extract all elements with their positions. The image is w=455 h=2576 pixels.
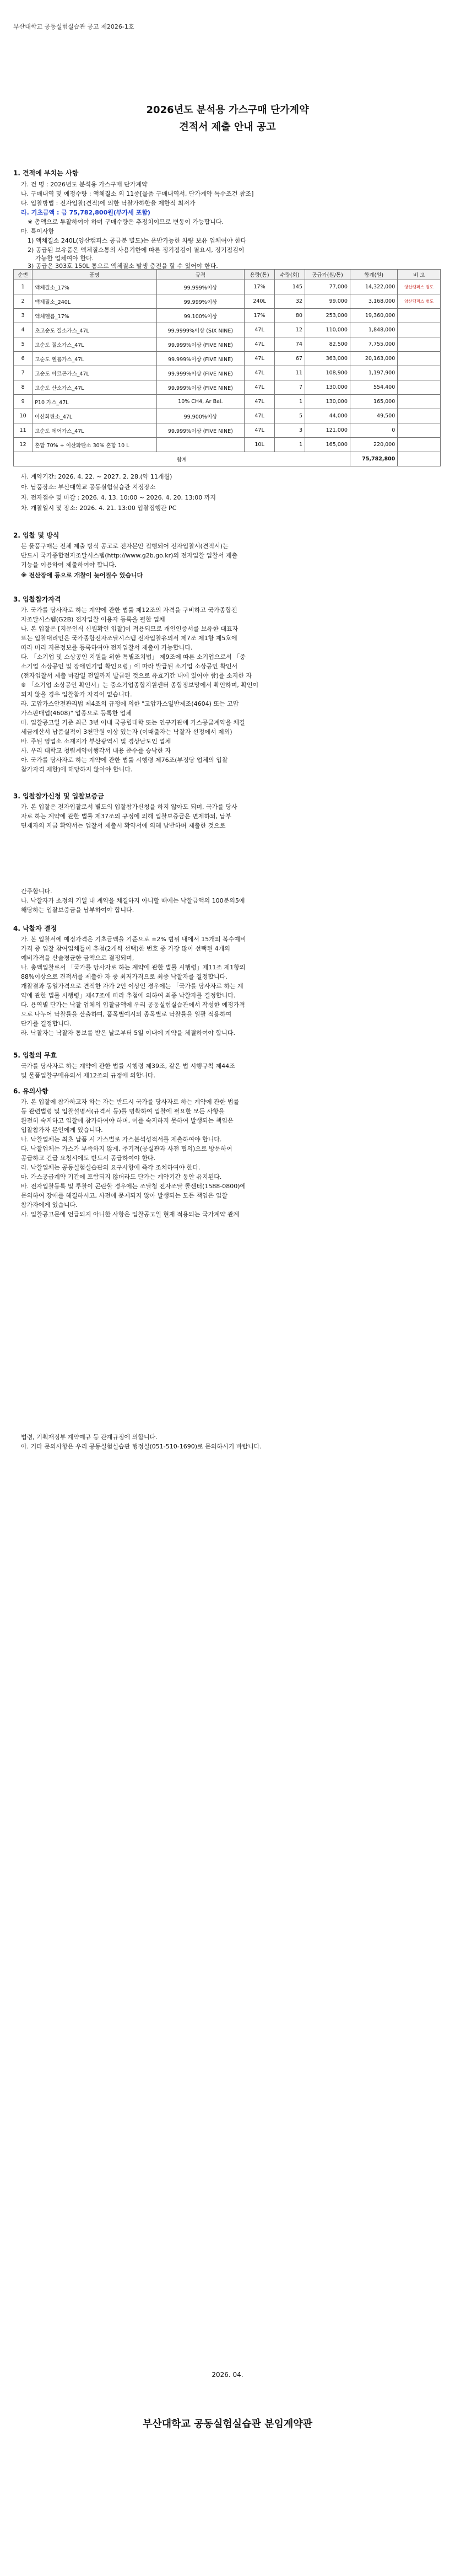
section-4-line: 예비가격을 산술평균한 금액으로 결정되며, [21, 954, 134, 962]
table-cell-cap: 47L [245, 395, 275, 409]
section-3-line: 나. 본 입찰은 [지문인식 신원확인 입찰]이 적용되므로 개인인증서를 보유한 대표자 [21, 625, 239, 632]
section-3-line: 자조달시스템(G2B) 전자입찰 이용자 등록을 필한 업체 [21, 616, 165, 623]
table-cell-no: 7 [14, 366, 32, 380]
table-row [14, 280, 441, 294]
section-6b-line: 아. 기타 문의사항은 우리 공동실험실습관 행정실(051-510-1690)로 문의하시기 바랍니다. [21, 1443, 262, 1450]
table-cell-cap: 47L [245, 423, 275, 438]
table-cell-cap: 47L [245, 366, 275, 380]
table-cell-memo [398, 352, 441, 366]
table-row [14, 366, 441, 380]
table-cell-spec [156, 438, 244, 452]
table-cell-name: 액체헬륨_17% [32, 309, 156, 323]
purchase-scope: 나. 구매내역 및 예정수량 : 액체질소 외 11종[물품 구매내역서, 단가계약 특수조건 참조] [21, 190, 254, 197]
table-cell-price: 77,000 [305, 280, 350, 294]
table-cell-total: 7,755,000 [350, 337, 397, 352]
column-header: 품명 [32, 270, 156, 280]
table-row [14, 309, 441, 323]
table-cell-price: 44,000 [305, 409, 350, 423]
table-row [14, 337, 441, 352]
table-cell-spec: 99.999%이상 [156, 294, 244, 309]
table-cell-cap: 47L [245, 323, 275, 337]
table-cell-name: 아산화탄소_47L [32, 409, 156, 423]
section-6-line: 나. 낙찰업체는 최초 납품 시 가스별로 가스분석성적서를 제출하여야 합니다. [21, 1136, 222, 1143]
table-cell-price: 253,000 [305, 309, 350, 323]
table-cell-no: 2 [14, 294, 32, 309]
announcement-date: 2026. 04. [212, 2371, 243, 2379]
table-cell-total: 165,000 [350, 395, 397, 409]
section-5-heading: 5. 입찰의 무효 [13, 1051, 57, 1059]
table-cell-no: 4 [14, 323, 32, 337]
column-header: 수량(회) [275, 270, 305, 280]
section-3-line: 사. 우리 대학교 청렴계약이행각서 내용 준수를 승낙한 자 [21, 747, 171, 754]
table-cell-memo [398, 395, 441, 409]
table-cell-spec: 99.999%이상 (FIVE NINE) [156, 366, 244, 380]
table-cell-name: 고순도 아르곤가스_47L [32, 366, 156, 380]
table-cell-memo: 양산캠퍼스 별도 [398, 294, 441, 309]
section-3-line: 라. 고압가스안전관리법 제4조의 규정에 의한 "고압가스일반제조(4604) 또는 고압 [21, 700, 239, 707]
table-cell-qty: 11 [275, 366, 305, 380]
section-4-line: 개찰결과 동일가격으로 견적한 자가 2인 이상인 경우에는 「국가를 당사자로 하는 계 [21, 983, 243, 990]
section-3-line: 가스판매업(4608)" 업종으로 등록한 업체 [21, 710, 132, 717]
table-cell-no: 12 [14, 438, 32, 452]
table-cell-total: 19,360,000 [350, 309, 397, 323]
table-cell-qty: 1 [275, 438, 305, 452]
table-header-row [14, 270, 441, 280]
section-3-line: 또는 입찰대리인은 국가종합전자조달시스템 전자입찰유의서 제7조 제1항 제5호에 [21, 635, 237, 642]
table-cell-name: P10 가스_47L [32, 395, 156, 409]
table-cell-no: 5 [14, 337, 32, 352]
table-row [14, 438, 441, 452]
section-4-line: 가격 중 입찰 참여업체들이 추첨(2개씩 선택)한 번호 중 가장 많이 선택된 4개의 [21, 945, 230, 952]
special-note-1: 1) 액체질소 240L(양산캠퍼스 공급분 별도)는 운반가능한 차량 보유 업체여야 한다 [28, 237, 247, 244]
section-3-line: 가. 국가를 당사자로 하는 계약에 관한 법률 제12조의 자격을 구비하고 국가종합전 [21, 607, 237, 614]
table-row [14, 294, 441, 309]
page-subtitle: 견적서 제출 안내 공고 [179, 121, 276, 133]
special-note-3: 3) 공급은 303호 150L 통으로 액체질소 발생 충전을 할 수 있어야 한다. [28, 262, 218, 270]
total-note: ※ 총액으로 투찰하여야 하며 구매수량은 추정치이므로 변동이 가능합니다. [28, 218, 224, 226]
section-6-line: 등 관련법령 및 입찰설명서(규격서 등)를 명확하여 입찰에 필요한 모든 사항을 [21, 1108, 225, 1115]
section-3-line: 참가자격 제한)에 해당하지 않아야 합니다. [21, 766, 133, 773]
table-cell-no: 1 [14, 280, 32, 294]
section-4-line: 다. 용역별 단가는 낙찰 업체의 입찰금액에 우리 공동실험실습관에서 작성한 예정가격 [21, 1001, 245, 1008]
table-cell-qty: 1 [275, 395, 305, 409]
table-cell-memo [398, 309, 441, 323]
section-6-line: 가. 본 입찰에 참가하고자 하는 자는 반드시 국가를 당사자로 하는 계약에 관한 법률 [21, 1098, 240, 1105]
opening-datetime: 차. 개찰일시 및 장소: 2026. 4. 21. 13:00 입찰집행관 PC [21, 505, 177, 512]
table-row [14, 395, 441, 409]
table-cell-no: 9 [14, 395, 32, 409]
table-cell-memo [398, 380, 441, 395]
section-3-line: ※ 「소기업 소상공인 확인서」는 중소기업종합지원센터 종합정보망에서 확인하며, 확인이 [21, 681, 259, 689]
submission-period: 자. 전자접수 및 마감 : 2026. 4. 13. 10:00 ~ 2026. 4. 20. 13:00 까지 [21, 494, 216, 501]
table-cell-price: 99,000 [305, 294, 350, 309]
table-cell-spec: 99.100%이상 [156, 309, 244, 323]
table-cell-cap: 10L [245, 438, 275, 452]
section-3-line: 소기업 소상공인 및 장애인기업 확인요령」에 따라 발급된 소기업 소상공인 확인서 [21, 663, 238, 670]
section-4-line: 약에 관한 법률 시행령」제47조에 따라 추첨에 의하여 최종 낙찰자를 결정합니다. [21, 992, 236, 999]
section-6-line: 완전히 숙지하고 입찰에 참가하여야 하며, 이를 숙지하지 못하여 발생되는 책임은 [21, 1117, 234, 1124]
item-name: 가. 건 명 : 2026년도 분석용 가스구매 단가계약 [21, 181, 148, 188]
table-cell-total: 3,168,000 [350, 294, 397, 309]
table-cell-no: 8 [14, 380, 32, 395]
table-cell-name: 고순도 헬륨가스_47L [32, 352, 156, 366]
table-cell-price: 82,500 [305, 337, 350, 352]
table-cell-total: 220,000 [350, 438, 397, 452]
section-6b-line: 법령, 기획재정부 계약예규 등 관계규정에 의합니다. [21, 1434, 158, 1441]
section-3b-line: 면제자의 지급 확약서는 입찰서 제출시 확약서에 의해 납반하며 제출한 것으로 [21, 822, 226, 829]
table-cell-qty: 3 [275, 423, 305, 438]
section-3c-line: 간주합니다. [21, 888, 52, 895]
table-cell-name: 혼합 70% + 이산화탄소 30% 혼합 10 L [32, 438, 156, 452]
table-row [14, 409, 441, 423]
table-cell-cap: 47L [245, 380, 275, 395]
table-cell-total: 14,322,000 [350, 280, 397, 294]
column-header: 비 고 [398, 270, 441, 280]
table-cell-price: 108,900 [305, 366, 350, 380]
table-cell-total: 1,848,000 [350, 323, 397, 337]
table-cell-cap: 47L [245, 337, 275, 352]
delivery-place: 아. 납품장소: 부산대학교 공동실험실습관 지정장소 [21, 484, 156, 491]
table-cell-name: 고순도 질소가스_47L [32, 337, 156, 352]
table-cell-total: 0 [350, 423, 397, 438]
section-6-line: 마. 가스공급계약 기간에 포함되지 않더라도 단가는 계약기간 동안 유지된다. [21, 1173, 222, 1180]
total-label: 합계 [14, 452, 350, 466]
table-cell-cap: 47L [245, 409, 275, 423]
table-cell-qty: 145 [275, 280, 305, 294]
base-amount: 라. 기초금액 : 금 75,782,800원(부가세 포함) [21, 209, 150, 216]
section-3-line: 바. 주된 영업소 소재지가 부산광역시 및 경상남도인 업체 [21, 738, 171, 745]
page-title: 2026년도 분석용 가스구매 단가계약 [146, 104, 309, 116]
total-row [14, 452, 441, 466]
table-cell-spec: 99.900%이상 [156, 409, 244, 423]
table-cell-memo [398, 423, 441, 438]
section-2-line: 본 물품구매는 전체 제출 방식 공고로 전자본안 집행되어 전자입찰서(견적서)는 [21, 543, 229, 550]
section-3b-line: 가. 본 입찰은 전자입찰로서 별도의 입찰참가신청을 하지 않아도 되며, 국가를 당사 [21, 803, 237, 811]
table-cell-price: 130,000 [305, 380, 350, 395]
section-6-line: 공급하고 긴급 요청시에도 반드시 공급하여야 한다. [21, 1155, 156, 1162]
section-4-line: 단가를 결정합니다. [21, 1020, 72, 1027]
special-note-2-cont: 가능한 업체여야 한다. [35, 255, 94, 262]
table-cell-spec: 99.9999%이상 (SIX NINE) [156, 323, 244, 337]
table-cell-qty: 74 [275, 337, 305, 352]
section-6-line: 문의하여 장애를 해결하시고, 사전에 문제되지 않아 발생되는 모든 책임은 입찰 [21, 1192, 228, 1199]
table-row [14, 423, 441, 438]
section-3-line: 따라 미리 지문정보를 등록하여야 전자입찰서 제출이 가능합니다. [21, 644, 193, 651]
column-header: 순번 [14, 270, 32, 280]
table-cell-qty: 80 [275, 309, 305, 323]
contract-period: 사. 계약기간: 2026. 4. 22. ~ 2027. 2. 28.(약 11개월) [21, 473, 172, 480]
table-cell-memo [398, 438, 441, 452]
issuing-organization: 부산대학교 공동실험실습관 분임계약관 [142, 2418, 313, 2430]
section-6-line: 입찰참가자 본인에게 있습니다. [21, 1126, 103, 1134]
section-3-line: 세금계산서 납품실적이 3천만원 이상 있는자 (이때출자는 낙찰자 선정에서 제외) [21, 728, 232, 736]
total-value: 75,782,800 [350, 452, 397, 466]
section-6-line: 사. 입찰공고문에 언급되지 아니한 사항은 입찰공고일 현재 적용되는 국가계약 관계 [21, 1211, 240, 1218]
table-cell-memo [398, 366, 441, 380]
section-2-heading: 2. 입찰 및 방식 [13, 532, 59, 539]
column-header: 용량(통) [245, 270, 275, 280]
table-cell-spec: 99.999%이상 [156, 280, 244, 294]
section-1-heading: 1. 견적에 부치는 사항 [13, 169, 79, 177]
table-cell-qty: 12 [275, 323, 305, 337]
section-6-line: 라. 낙찰업체는 공동실험실습관의 요구사항에 즉각 조치하여야 한다. [21, 1164, 201, 1171]
section-3b-line: 자로 하는 계약에 관한 법률 제37조의 규정에 의해 입찰보증금은 면제하되, 납부 [21, 813, 231, 820]
section-6-line: 참가자에게 있습니다. [21, 1201, 78, 1209]
table-cell-qty: 67 [275, 352, 305, 366]
table-cell-cap: 240L [245, 294, 275, 309]
table-cell-memo [398, 337, 441, 352]
table-cell-qty: 5 [275, 409, 305, 423]
section-3-line: 아. 국가를 당사자로 하는 계약에 관한 법률 시행령 제76조(부정당 업체의 입찰 [21, 756, 228, 764]
table-cell-price: 165,000 [305, 438, 350, 452]
section-6-heading: 6. 유의사항 [13, 1087, 48, 1095]
column-header: 공급가(원/통) [305, 270, 350, 280]
special-note-2: 2) 공급된 보유품은 액체질소통의 사용기한에 따른 정기점검이 필요시, 정기점검이 [28, 246, 245, 254]
section-4-line: 라. 낙찰자는 낙찰자 통보를 받은 날로부터 5일 이내에 계약을 체결하여야 합니다. [21, 1029, 235, 1037]
table-cell-qty: 32 [275, 294, 305, 309]
section-6-line: 다. 낙찰업체는 가스가 부족하지 않게, 주기적(공실관과 사전 협의)으로 방문하여 [21, 1145, 232, 1152]
table-cell-price: 130,000 [305, 395, 350, 409]
column-header: 규격 [156, 270, 244, 280]
table-cell-no: 3 [14, 309, 32, 323]
column-header: 합계(원) [350, 270, 397, 280]
table-cell-memo: 양산캠퍼스 별도 [398, 280, 441, 294]
table-cell-total: 49,500 [350, 409, 397, 423]
table-cell-cap: 17% [245, 309, 275, 323]
section-5-line: 및 물품입찰구매유의서 제12조의 규정에 의합니다. [21, 1072, 155, 1079]
section-2-warning: ※ 전산장애 등으로 개찰이 늦어질수 있습니다 [21, 572, 143, 579]
section-5-line: 국가를 당사자로 하는 계약에 관한 법률 시행령 제39조, 같은 법 시행규칙 제44조 [21, 1062, 235, 1070]
table-cell-no: 11 [14, 423, 32, 438]
section-2-line: 기능을 이용하여 제출하여야 합니다. [21, 561, 117, 568]
section-4-line: 88%이상으로 견적서를 제출한 자 중 최저가격으로 최종 낙찰자를 결정합니다. [21, 973, 228, 980]
table-cell-name: 액체질소_240L [32, 294, 156, 309]
section-3-line: 마. 입찰공고일 기준 최근 3년 이내 국공립대학 또는 연구기관에 가스공급계약을 체결 [21, 719, 245, 726]
table-cell-spec: 10% CH4, Ar Bal. [156, 395, 244, 409]
table-row [14, 352, 441, 366]
section-3-line: 되지 않을 경우 입찰참가 자격이 없습니다. [21, 691, 132, 698]
table-cell-spec: 99.999%이상 (FIVE NINE) [156, 337, 244, 352]
table-cell-name: 고순도 산소가스_47L [32, 380, 156, 395]
table-cell-total: 1,197,900 [350, 366, 397, 380]
table-cell-qty: 7 [275, 380, 305, 395]
table-row [14, 323, 441, 337]
table-cell-no: 6 [14, 352, 32, 366]
table-cell-spec: 99.999%이상 (FIVE NINE) [156, 352, 244, 366]
table-cell-cap: 17% [245, 280, 275, 294]
table-cell-name: 고순도 에어가스_47L [32, 423, 156, 438]
table-cell-memo [398, 323, 441, 337]
purchase-table [13, 269, 441, 466]
bid-method: 다. 입찰방법 : 전자입찰(견적)에 의한 낙찰가하한율 제한적 최저가 [21, 200, 196, 207]
section-3b-heading: 3. 입찰참가신청 및 입찰보증금 [13, 792, 104, 800]
special-notes-heading: 마. 특이사항 [21, 228, 55, 235]
section-3c-line: 나. 낙찰자가 소정의 기일 내 계약을 체결하지 아니할 때에는 낙찰금액의 100분의5에 [21, 897, 245, 904]
section-4-line: 가. 본 입찰서에 예정가격은 기초금액을 기준으로 ±2% 범위 내에서 15개의 복수예비 [21, 936, 246, 943]
announcement-number: 부산대학교 공동실험실습관 공고 제2026-1호 [13, 23, 134, 30]
section-4-heading: 4. 낙찰자 결정 [13, 925, 57, 932]
section-2-line: 반드시 국가종합전자조달시스템(http://www.g2b.go.kr)의 전자입찰 입찰서 제출 [21, 552, 238, 559]
section-4-line: 나. 총액입찰로서 「국가를 당사자로 하는 계약에 관한 법률 시행령」제11조 제1항의 [21, 964, 246, 971]
table-cell-memo [398, 409, 441, 423]
table-cell-cap: 47L [245, 352, 275, 366]
table-cell-no: 10 [14, 409, 32, 423]
table-cell-name: 액체질소_17% [32, 280, 156, 294]
table-cell-price: 110,000 [305, 323, 350, 337]
section-3-line: (전자입찰서 제출 마감일 전일까지 발급된 것으로 유효기간 내에 있어야 함)를 소지한 자 [21, 672, 252, 679]
section-6-line: 바. 전자입찰등록 및 투찰이 곤란할 경우에는 조달청 전자조달 콜센터(1588-0800)에 [21, 1183, 246, 1190]
section-3-line: 다. 「소기업 및 소상공인 지원을 위한 특별조치법」 제9조에 따른 소기업으로서 「중 [21, 653, 246, 661]
table-cell-price: 363,000 [305, 352, 350, 366]
table-cell-total: 554,400 [350, 380, 397, 395]
section-4-line: 으로 나누어 낙찰률을 산출하며, 품목별예시의 종목별로 낙찰률을 일괄 적용하여 [21, 1011, 232, 1018]
section-3c-line: 해당하는 입찰보증금을 납부하여야 합니다. [21, 906, 134, 914]
section-3-heading: 3. 입찰참가자격 [13, 595, 61, 603]
table-cell-spec: 99.999%이상 (FIVE NINE) [156, 423, 244, 438]
table-cell-name: 초고순도 질소가스_47L [32, 323, 156, 337]
table-cell-total: 20,163,000 [350, 352, 397, 366]
table-cell-price: 121,000 [305, 423, 350, 438]
table-row [14, 380, 441, 395]
table-cell-spec: 99.999%이상 (FIVE NINE) [156, 380, 244, 395]
